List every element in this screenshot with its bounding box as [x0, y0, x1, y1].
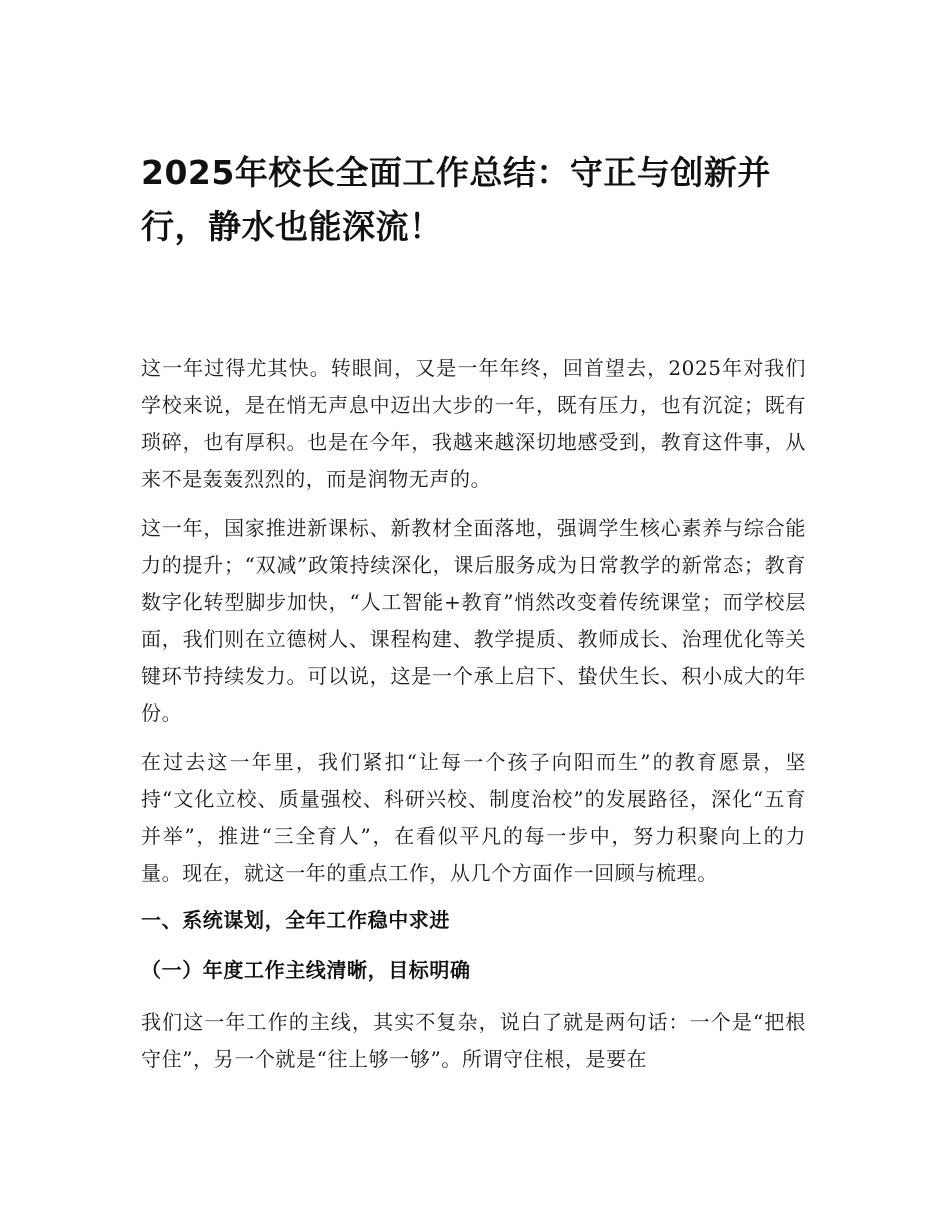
section-heading: 一、系统谋划，全年工作稳中求进: [141, 908, 450, 932]
subsection-heading: （一）年度工作主线清晰，目标明确: [141, 958, 471, 982]
paragraph-context: 这一年，国家推进新课标、新教材全面落地，强调学生核心素养与综合能力的提升；“双减”政策持续深化，课后服务成为日常教学的新常态；教育数字化转型脚步加快，“人工智能+教育”悄然改变着传统课堂；而学校层面，我们则在立德树人、课程构建、教学提质、教师成长、治理优化等关键环节持续发力。可以说，这是一个承上启下、蛰伏生长、积小成大的年份。: [141, 516, 806, 725]
document-title: 2025年校长全面工作总结：守正与创新并行，静水也能深流！: [141, 153, 771, 246]
paragraph-mainline: 我们这一年工作的主线，其实不复杂，说白了就是两句话：一个是“把根守住”，另一个就是“往上够一够”。所谓守住根，是要在: [141, 1010, 806, 1071]
paragraph-intro: 这一年过得尤其快。转眼间，又是一年年终，回首望去，2025年对我们学校来说，是在悄无声息中迈出大步的一年，既有压力，也有沉淀；既有琐碎，也有厚积。也是在今年，我越来越深切地感受到，教育这件事，从来不是轰轰烈烈的，而是润物无声的。: [141, 356, 806, 491]
paragraph-vision: 在过去这一年里，我们紧扣“让每一个孩子向阳而生”的教育愿景，坚持“文化立校、质量强校、科研兴校、制度治校”的发展路径，深化“五育并举”，推进“三全育人”，在看似平凡的每一步中，努力积聚向上的力量。现在，就这一年的重点工作，从几个方面作一回顾与梳理。: [141, 750, 806, 885]
document-body: [141, 146, 806, 1090]
